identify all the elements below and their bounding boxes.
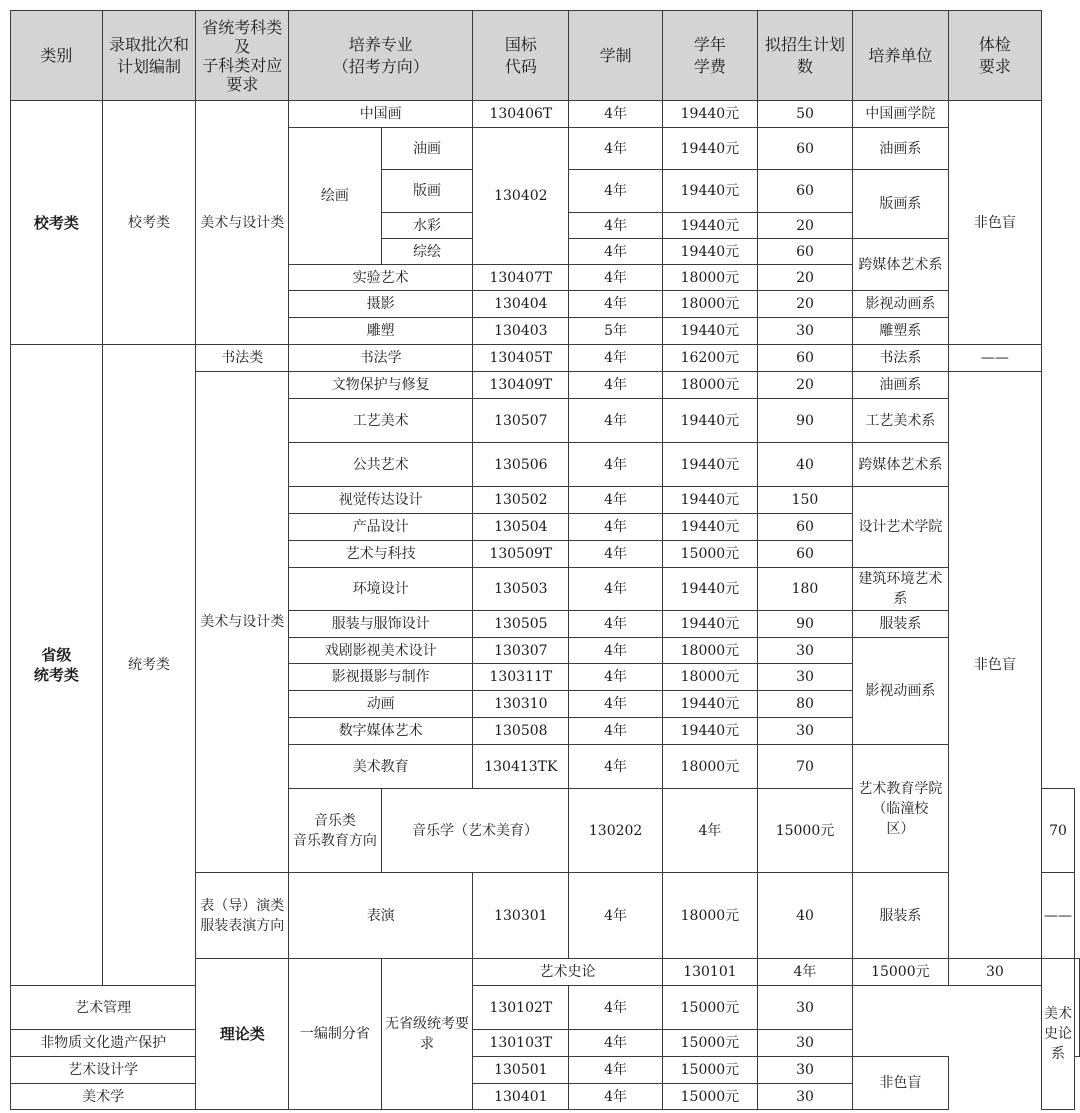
- cell-years: 4年: [569, 1030, 662, 1057]
- cell-fee: 15000元: [852, 959, 948, 986]
- cell-unit: 书法系: [852, 345, 948, 372]
- cell-fee: 18000元: [662, 873, 757, 959]
- cell-category: 理论类: [196, 959, 289, 1110]
- cell-subject-req: 美术与设计类: [196, 101, 289, 345]
- cell-major: 数字媒体艺术: [289, 718, 473, 745]
- cell-years: 4年: [569, 265, 662, 291]
- cell-code: 130506: [473, 443, 569, 487]
- cell-code: 130310: [473, 691, 569, 718]
- cell-health: ——: [948, 345, 1041, 372]
- cell-major: 服装与服饰设计: [289, 611, 473, 638]
- cell-plan: 30: [758, 638, 853, 664]
- cell-fee: 19440元: [662, 213, 757, 239]
- cell-plan: 60: [758, 128, 853, 170]
- header-subject-req: [196, 11, 289, 101]
- cell-unit: 版画系: [852, 170, 948, 239]
- cell-health: 非色盲: [852, 1057, 948, 1110]
- cell-code: 130501: [473, 1057, 569, 1084]
- cell-plan: 40: [758, 443, 853, 487]
- cell-batch: 一编制分省: [289, 959, 382, 1110]
- cell-plan: 30: [948, 959, 1041, 986]
- cell-major-group: 绘画: [289, 128, 382, 265]
- header-plan-line: 拟招生计划: [764, 34, 845, 54]
- cell-code: 130509T: [473, 541, 569, 568]
- header-subject-req-line: 要求: [226, 74, 259, 94]
- cell-batch: 校考类: [102, 101, 196, 345]
- table-row: [11, 345, 1080, 372]
- cell-health: 非色盲: [948, 101, 1041, 345]
- cell-fee: 19440元: [662, 128, 757, 170]
- cell-years: 5年: [569, 318, 662, 345]
- cell-years: 4年: [569, 101, 662, 128]
- table-row: [11, 101, 1080, 128]
- cell-years: 4年: [569, 664, 662, 691]
- table-row: [11, 986, 1080, 1030]
- cell-subject-req: [289, 789, 382, 873]
- cell-unit: 油画系: [852, 128, 948, 170]
- cell-plan: 50: [758, 101, 853, 128]
- cell-plan: 30: [758, 1030, 853, 1057]
- cell-years: 4年: [569, 638, 662, 664]
- cell-batch: 统考类: [102, 345, 196, 986]
- cell-major: 艺术设计学: [11, 1057, 196, 1084]
- cell-years: 4年: [569, 1084, 662, 1110]
- cell-unit: 影视动画系: [852, 638, 948, 745]
- cell-unit: 建筑环境艺术系: [852, 568, 948, 611]
- cell-fee: 18000元: [662, 265, 757, 291]
- cell-plan: 180: [758, 568, 853, 611]
- cell-fee: 19440元: [662, 399, 757, 443]
- header-unit: [852, 11, 948, 101]
- cell-years: 4年: [569, 345, 662, 372]
- cell-unit: 影视动画系: [852, 291, 948, 318]
- cell-years: 4年: [569, 568, 662, 611]
- header-major-line: 培养专业: [348, 34, 413, 54]
- cell-major: 音乐学（艺术美育）: [381, 789, 569, 873]
- cell-fee: 19440元: [662, 568, 757, 611]
- cell-major: 艺术管理: [11, 986, 196, 1030]
- cell-unit: [852, 745, 948, 873]
- cell-years: 4年: [569, 487, 662, 514]
- cell-major: 影视摄影与制作: [289, 664, 473, 691]
- header-subject-req-line: 省统考科类: [202, 17, 283, 37]
- cell-plan: 30: [758, 664, 853, 691]
- cell-plan: 40: [758, 873, 853, 959]
- cell-plan: 30: [758, 986, 853, 1030]
- cell-code: 130101: [662, 959, 757, 986]
- cell-plan: 20: [758, 372, 853, 399]
- header-subject-req-line: 子科类对应: [202, 55, 283, 75]
- cell-years: 4年: [569, 239, 662, 265]
- header-batch: [102, 11, 196, 101]
- cell-plan: 30: [758, 1057, 853, 1084]
- cell-major: 摄影: [289, 291, 473, 318]
- cell-years: 4年: [569, 372, 662, 399]
- cell-years: 4年: [569, 170, 662, 213]
- cell-unit: 服装系: [852, 873, 948, 959]
- cell-unit: 雕塑系: [852, 318, 948, 345]
- cell-plan: 60: [758, 541, 853, 568]
- cell-major: 艺术史论: [473, 959, 663, 986]
- table-row: [11, 1030, 1080, 1057]
- cell-unit: 跨媒体艺术系: [852, 239, 948, 291]
- header-subject-req-line: 及: [234, 36, 251, 56]
- cell-fee: 15000元: [662, 1057, 757, 1084]
- cell-subject-req-line: 表（导）演类: [200, 897, 285, 914]
- cell-fee: 15000元: [662, 541, 757, 568]
- cell-unit: 设计艺术学院: [852, 487, 948, 568]
- cell-years: 4年: [569, 718, 662, 745]
- cell-fee: 19440元: [662, 443, 757, 487]
- cell-code: 130507: [473, 399, 569, 443]
- cell-fee: 15000元: [758, 789, 853, 873]
- cell-subject-req-line: 音乐类: [313, 812, 356, 829]
- cell-years: 4年: [569, 691, 662, 718]
- cell-fee: 19440元: [662, 611, 757, 638]
- cell-plan: 60: [758, 170, 853, 213]
- cell-major: 工艺美术: [289, 399, 473, 443]
- cell-subject-req: 书法类: [196, 345, 289, 372]
- cell-subject-req: [196, 873, 289, 959]
- cell-plan: 150: [758, 487, 853, 514]
- cell-plan: 30: [758, 718, 853, 745]
- cell-subject-req: 无省级统考要求: [381, 959, 473, 1110]
- cell-code: 130407T: [473, 265, 569, 291]
- cell-major: 文物保护与修复: [289, 372, 473, 399]
- cell-subject-req-line: 音乐教育方向: [292, 832, 377, 849]
- cell-unit: 跨媒体艺术系: [852, 443, 948, 487]
- cell-years: 4年: [569, 128, 662, 170]
- cell-major-sub: 综绘: [381, 239, 473, 265]
- cell-years: 4年: [569, 213, 662, 239]
- header-unit-line: 培养单位: [868, 45, 933, 65]
- header-major-line: （招考方向）: [332, 56, 429, 76]
- table-row: [11, 1057, 1080, 1084]
- cell-code: 130102T: [473, 986, 569, 1030]
- cell-years: 4年: [569, 1057, 662, 1084]
- cell-years: 4年: [569, 399, 662, 443]
- cell-major: 书法学: [289, 345, 473, 372]
- cell-years: 4年: [569, 541, 662, 568]
- cell-category-line: 省级: [41, 646, 72, 664]
- cell-major: 动画: [289, 691, 473, 718]
- cell-unit: 工艺美术系: [852, 399, 948, 443]
- cell-years: 4年: [569, 514, 662, 541]
- header-category: [11, 11, 103, 101]
- cell-plan: 30: [758, 318, 853, 345]
- cell-fee: 15000元: [662, 1030, 757, 1057]
- cell-fee: 19440元: [662, 487, 757, 514]
- cell-code: 130301: [473, 873, 569, 959]
- cell-major: 环境设计: [289, 568, 473, 611]
- header-fee: [662, 11, 757, 101]
- cell-category-line: 统考类: [33, 666, 79, 684]
- cell-code: 130502: [473, 487, 569, 514]
- cell-years: 4年: [569, 611, 662, 638]
- cell-code: 130311T: [473, 664, 569, 691]
- header-plan: [758, 11, 853, 101]
- header-health-line: 体检: [978, 34, 1011, 54]
- header-code: [473, 11, 569, 101]
- admission-table-wrapper: [10, 10, 1080, 1110]
- cell-fee: 18000元: [662, 372, 757, 399]
- header-years-line: 学制: [599, 45, 632, 65]
- cell-health: 非色盲: [948, 372, 1041, 959]
- cell-fee: 15000元: [662, 1084, 757, 1110]
- cell-major: 公共艺术: [289, 443, 473, 487]
- cell-fee: 19440元: [662, 170, 757, 213]
- cell-major: 实验艺术: [289, 265, 473, 291]
- cell-unit: 油画系: [852, 372, 948, 399]
- header-fee-line: 学年: [693, 34, 726, 54]
- cell-plan: 20: [758, 291, 853, 318]
- cell-years: 4年: [569, 443, 662, 487]
- cell-major: 中国画: [289, 101, 473, 128]
- header-health: [948, 11, 1041, 101]
- cell-plan: 30: [758, 1084, 853, 1110]
- cell-code: 130503: [473, 568, 569, 611]
- cell-major: 美术教育: [289, 745, 473, 789]
- cell-category: 校考类: [11, 101, 103, 345]
- cell-subject-req: 美术与设计类: [196, 372, 289, 873]
- cell-code: 130401: [473, 1084, 569, 1110]
- cell-code: 130504: [473, 514, 569, 541]
- header-plan-line: 数: [796, 56, 813, 76]
- cell-plan: 70: [758, 745, 853, 789]
- cell-code: 130405T: [473, 345, 569, 372]
- cell-major: 戏剧影视美术设计: [289, 638, 473, 664]
- cell-health: ——: [1042, 873, 1075, 959]
- cell-fee: 19440元: [662, 101, 757, 128]
- cell-health: [1075, 959, 1080, 1057]
- cell-code: 130404: [473, 291, 569, 318]
- cell-major: 雕塑: [289, 318, 473, 345]
- cell-major: 美术学: [11, 1084, 196, 1110]
- cell-code: 130403: [473, 318, 569, 345]
- cell-plan: 70: [1042, 789, 1075, 873]
- cell-major-sub: 水彩: [381, 213, 473, 239]
- cell-plan: 60: [758, 514, 853, 541]
- cell-years: 4年: [569, 873, 662, 959]
- cell-code: 130103T: [473, 1030, 569, 1057]
- cell-plan: 20: [758, 265, 853, 291]
- header-years: [569, 11, 662, 101]
- cell-plan: 60: [758, 345, 853, 372]
- cell-fee: 18000元: [662, 291, 757, 318]
- cell-code: 130413TK: [473, 745, 569, 789]
- cell-plan: 90: [758, 611, 853, 638]
- cell-major: 产品设计: [289, 514, 473, 541]
- cell-plan: 20: [758, 213, 853, 239]
- cell-major: 非物质文化遗产保护: [11, 1030, 196, 1057]
- cell-subject-req-line: 服装表演方向: [200, 917, 285, 934]
- cell-major-sub: 油画: [381, 128, 473, 170]
- cell-plan: 90: [758, 399, 853, 443]
- cell-category: [11, 345, 103, 986]
- cell-fee: 19440元: [662, 318, 757, 345]
- cell-fee: 19440元: [662, 691, 757, 718]
- cell-code: 130505: [473, 611, 569, 638]
- cell-years: 4年: [758, 959, 853, 986]
- cell-code: 130202: [569, 789, 662, 873]
- cell-years: 4年: [569, 291, 662, 318]
- header-major: [289, 11, 473, 101]
- cell-fee: 19440元: [662, 718, 757, 745]
- cell-plan: 60: [758, 239, 853, 265]
- cell-major: 视觉传达设计: [289, 487, 473, 514]
- header-fee-line: 学费: [693, 56, 726, 76]
- cell-unit: 中国画学院: [852, 101, 948, 128]
- cell-fee: 16200元: [662, 345, 757, 372]
- cell-major: 表演: [289, 873, 473, 959]
- cell-major: 艺术与科技: [289, 541, 473, 568]
- cell-fee: 18000元: [662, 745, 757, 789]
- header-health-line: 要求: [978, 56, 1011, 76]
- cell-fee: 15000元: [662, 986, 757, 1030]
- cell-fee: 18000元: [662, 638, 757, 664]
- cell-fee: 19440元: [662, 514, 757, 541]
- cell-years: 4年: [662, 789, 757, 873]
- header-row: [11, 11, 1080, 101]
- header-code-line: 代码: [504, 56, 537, 76]
- cell-years: 4年: [569, 986, 662, 1030]
- cell-code: 130406T: [473, 101, 569, 128]
- cell-fee: 19440元: [662, 239, 757, 265]
- cell-unit: 美术史论系: [1042, 959, 1075, 1110]
- header-category-line: 类别: [40, 45, 73, 65]
- admission-plan-table: [10, 10, 1080, 1110]
- cell-code: 130402: [473, 128, 569, 265]
- header-code-line: 国标: [504, 34, 537, 54]
- cell-code: 130508: [473, 718, 569, 745]
- cell-code: 130307: [473, 638, 569, 664]
- header-batch-line: 计划编制: [116, 56, 181, 76]
- cell-major-sub: 版画: [381, 170, 473, 213]
- cell-unit: 服装系: [852, 611, 948, 638]
- cell-code: 130409T: [473, 372, 569, 399]
- cell-years: 4年: [569, 745, 662, 789]
- cell-unit-line: 区）: [886, 820, 915, 837]
- cell-fee: 18000元: [662, 664, 757, 691]
- header-batch-line: 录取批次和: [108, 34, 189, 54]
- cell-unit-line: 艺术教育学院（临潼校: [858, 780, 943, 817]
- cell-plan: 80: [758, 691, 853, 718]
